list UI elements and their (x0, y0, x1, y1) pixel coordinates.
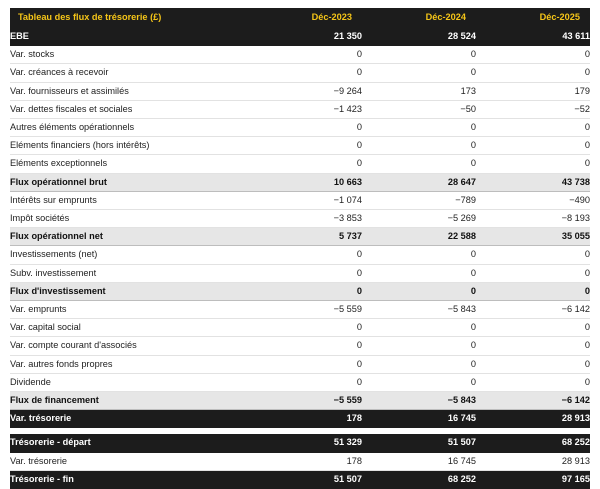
column-header-label: Tableau des flux de trésorerie (£) (10, 8, 248, 28)
row-label: Eléments exceptionnels (10, 155, 248, 173)
row-value: 0 (476, 119, 590, 137)
row-value: 0 (248, 337, 362, 355)
table-row (10, 82, 590, 100)
row-value: 0 (248, 137, 362, 155)
row-value: 43 738 (476, 173, 590, 191)
row-value: 16 745 (362, 410, 476, 428)
row-value: 28 913 (476, 410, 590, 428)
row-value: 0 (362, 319, 476, 337)
column-header-dec-2024: Déc-2024 (362, 8, 476, 28)
row-value: 0 (248, 119, 362, 137)
table-row (10, 191, 590, 209)
table-row (10, 452, 590, 470)
row-value: 0 (476, 264, 590, 282)
row-label: Var. fournisseurs et assimilés (10, 82, 248, 100)
row-label: Var. stocks (10, 46, 248, 64)
row-value: −5 843 (362, 392, 476, 410)
row-value: 179 (476, 82, 590, 100)
row-value: 10 663 (248, 173, 362, 191)
row-value: 68 252 (476, 434, 590, 452)
table-row (10, 301, 590, 319)
row-value: 28 647 (362, 173, 476, 191)
row-value: 97 165 (476, 470, 590, 488)
row-value: −490 (476, 191, 590, 209)
table-row (10, 470, 590, 488)
table-row (10, 228, 590, 246)
row-value: 0 (248, 282, 362, 300)
row-label: EBE (10, 28, 248, 46)
row-value: 0 (362, 64, 476, 82)
table-row (10, 246, 590, 264)
row-label: Flux opérationnel net (10, 228, 248, 246)
row-value: 0 (248, 64, 362, 82)
row-label: Var. trésorerie (10, 452, 248, 470)
row-value: −5 269 (362, 210, 476, 228)
row-label: Var. trésorerie (10, 410, 248, 428)
table-row (10, 282, 590, 300)
table-row (10, 337, 590, 355)
table-row (10, 46, 590, 64)
row-value: 51 329 (248, 434, 362, 452)
row-value: 0 (248, 373, 362, 391)
row-value: 0 (476, 337, 590, 355)
row-label: Flux opérationnel brut (10, 173, 248, 191)
table-row (10, 373, 590, 391)
column-header-dec-2023: Déc-2023 (248, 8, 362, 28)
table-row (10, 410, 590, 428)
row-label: Intérêts sur emprunts (10, 191, 248, 209)
row-label: Var. dettes fiscales et sociales (10, 100, 248, 118)
row-value: 68 252 (362, 470, 476, 488)
row-value: 0 (476, 246, 590, 264)
row-value: −1 074 (248, 191, 362, 209)
row-value: −1 423 (248, 100, 362, 118)
row-value: 51 507 (362, 434, 476, 452)
row-value: 35 055 (476, 228, 590, 246)
table-header (10, 8, 590, 28)
table-row (10, 119, 590, 137)
row-label: Impôt sociétés (10, 210, 248, 228)
row-label: Var. compte courant d'associés (10, 337, 248, 355)
row-value: 0 (476, 46, 590, 64)
row-label: Var. capital social (10, 319, 248, 337)
table-row (10, 155, 590, 173)
row-value: 28 524 (362, 28, 476, 46)
row-value: −789 (362, 191, 476, 209)
row-value: 0 (476, 373, 590, 391)
table-row (10, 434, 590, 452)
row-value: 0 (362, 264, 476, 282)
row-value: 5 737 (248, 228, 362, 246)
table-row (10, 210, 590, 228)
row-value: 0 (362, 155, 476, 173)
row-value: 0 (248, 355, 362, 373)
table-row (10, 264, 590, 282)
row-value: 0 (248, 46, 362, 64)
row-value: 21 350 (248, 28, 362, 46)
table-row (10, 64, 590, 82)
row-value: 0 (248, 264, 362, 282)
row-value: 0 (362, 373, 476, 391)
row-value: 0 (248, 155, 362, 173)
row-value: 0 (362, 337, 476, 355)
row-label: Trésorerie - fin (10, 470, 248, 488)
table-row (10, 137, 590, 155)
row-value: 0 (362, 119, 476, 137)
row-value: 0 (476, 282, 590, 300)
row-value: 0 (476, 319, 590, 337)
row-value: −6 142 (476, 301, 590, 319)
table-header-row (10, 8, 590, 28)
row-label: Var. créances à recevoir (10, 64, 248, 82)
table-row (10, 173, 590, 191)
table-row (10, 392, 590, 410)
cashflow-table (10, 8, 590, 489)
row-value: −5 559 (248, 392, 362, 410)
row-value: 0 (362, 46, 476, 64)
row-label: Var. emprunts (10, 301, 248, 319)
row-label: Var. autres fonds propres (10, 355, 248, 373)
row-label: Dividende (10, 373, 248, 391)
row-value: 0 (362, 282, 476, 300)
table-row (10, 100, 590, 118)
table-row (10, 319, 590, 337)
row-label: Trésorerie - départ (10, 434, 248, 452)
row-value: 0 (248, 319, 362, 337)
row-value: −3 853 (248, 210, 362, 228)
row-value: −5 843 (362, 301, 476, 319)
row-value: −50 (362, 100, 476, 118)
row-value: 0 (362, 355, 476, 373)
table-body (10, 28, 590, 489)
row-value: −5 559 (248, 301, 362, 319)
row-value: 0 (476, 137, 590, 155)
row-label: Investissements (net) (10, 246, 248, 264)
row-value: −9 264 (248, 82, 362, 100)
row-value: 22 588 (362, 228, 476, 246)
row-value: 0 (362, 246, 476, 264)
row-label: Eléments financiers (hors intérêts) (10, 137, 248, 155)
column-header-dec-2025: Déc-2025 (476, 8, 590, 28)
row-value: 0 (362, 137, 476, 155)
row-label: Autres éléments opérationnels (10, 119, 248, 137)
row-value: 51 507 (248, 470, 362, 488)
table-row (10, 28, 590, 46)
row-value: −6 142 (476, 392, 590, 410)
row-value: −8 193 (476, 210, 590, 228)
row-value: 178 (248, 452, 362, 470)
row-value: −52 (476, 100, 590, 118)
row-value: 178 (248, 410, 362, 428)
row-label: Flux de financement (10, 392, 248, 410)
row-value: 173 (362, 82, 476, 100)
row-value: 0 (476, 155, 590, 173)
row-value: 28 913 (476, 452, 590, 470)
row-label: Subv. investissement (10, 264, 248, 282)
row-value: 0 (248, 246, 362, 264)
row-value: 0 (476, 355, 590, 373)
row-value: 0 (476, 64, 590, 82)
row-label: Flux d'investissement (10, 282, 248, 300)
row-value: 43 611 (476, 28, 590, 46)
table-row (10, 355, 590, 373)
row-value: 16 745 (362, 452, 476, 470)
